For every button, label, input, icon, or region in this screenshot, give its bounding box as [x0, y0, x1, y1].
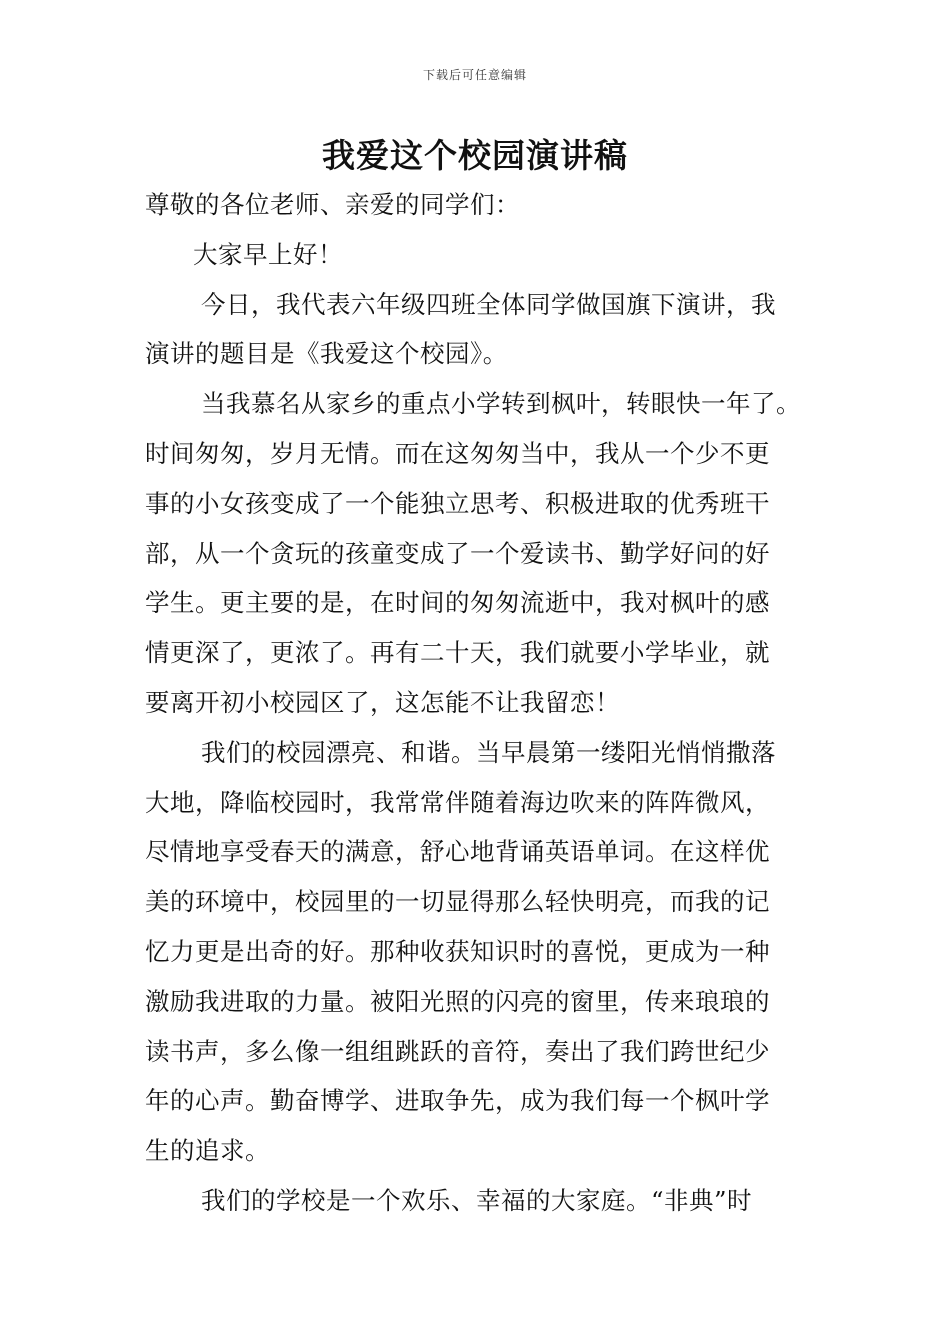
- paragraph-line: 生的追求。: [145, 1136, 270, 1166]
- greeting-line: 大家早上好！: [193, 239, 343, 269]
- paragraph-line: 美的环境中，校园里的一切显得那么轻快明亮，而我的记: [145, 887, 770, 917]
- document-title: 我爱这个校园演讲稿: [322, 136, 628, 175]
- header-note: 下载后可任意编辑: [422, 68, 527, 82]
- paragraph-line: 读书声，多么像一组组跳跃的音符，奏出了我们跨世纪少: [145, 1036, 770, 1066]
- paragraph-line: 忆力更是出奇的好。那种收获知识时的喜悦，更成为一种: [145, 936, 770, 966]
- paragraph-line: 要离开初小校园区了，这怎能不让我留恋！: [145, 687, 620, 717]
- paragraph-line: 大地，降临校园时，我常常伴随着海边吹来的阵阵微风，: [145, 787, 770, 817]
- paragraph-line: 事的小女孩变成了一个能独立思考、积极进取的优秀班干: [145, 488, 770, 518]
- paragraph-line: 我们的校园漂亮、和谐。当早晨第一缕阳光悄悄撒落: [201, 737, 776, 767]
- paragraph-line: 部，从一个贪玩的孩童变成了一个爱读书、勤学好问的好: [145, 538, 770, 568]
- document-body: [145, 180, 810, 1226]
- salutation-line: 尊敬的各位老师、亲爱的同学们：: [145, 190, 520, 219]
- paragraph-line: 当我慕名从家乡的重点小学转到枫叶，转眼快一年了。: [201, 389, 801, 419]
- paragraph-line: 年的心声。勤奋博学、进取争先，成为我们每一个枫叶学: [145, 1086, 770, 1116]
- paragraph-line: 尽情地享受春天的满意，舒心地背诵英语单词。在这样优: [145, 837, 770, 867]
- paragraph-line: 情更深了，更浓了。再有二十天，我们就要小学毕业，就: [145, 638, 770, 668]
- paragraph-line: 今日，我代表六年级四班全体同学做国旗下演讲，我: [201, 289, 776, 319]
- paragraph-line: 时间匆匆，岁月无情。而在这匆匆当中，我从一个少不更: [145, 438, 770, 468]
- paragraph-line: 演讲的题目是《我爱这个校园》。: [145, 339, 508, 369]
- paragraph-line: 激励我进取的力量。被阳光照的闪亮的窗里，传来琅琅的: [145, 986, 770, 1016]
- paragraph-line: 学生。更主要的是，在时间的匆匆流逝中，我对枫叶的感: [145, 588, 770, 618]
- paragraph-line: 我们的学校是一个欢乐、幸福的大家庭。“非典”时: [201, 1185, 753, 1215]
